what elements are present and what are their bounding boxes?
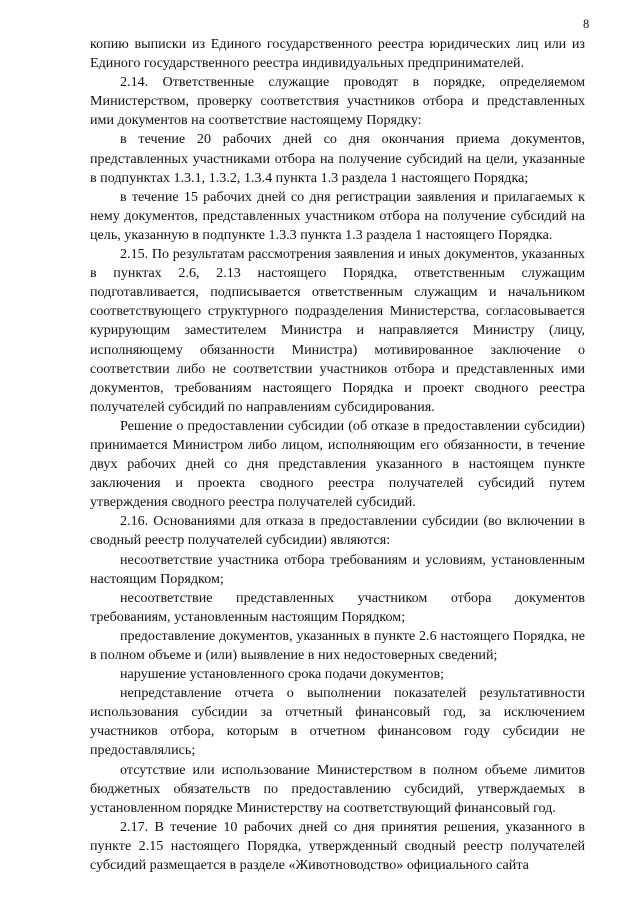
list-item-refusal-reason: несоответствие участника отбора требованиям и условиям, установленным настоящим Порядком;	[90, 551, 585, 587]
list-item-refusal-reason: предоставление документов, указанных в пункте 2.6 настоящего Порядка, не в полном объеме и (или) выявление в них недостоверных сведений;	[90, 627, 585, 663]
paragraph-2-14-term-20-days: в течение 20 рабочих дней со дня окончания приема документов, представленных участниками отбора на получение субсидий на цели, указанные в подпунктах 1.3.1, 1.3.2, 1.3.4 пункта 1.3 раздела 1 настоящего Порядка;	[90, 131, 585, 186]
list-item-refusal-reason: нарушение установленного срока подачи документов;	[120, 666, 445, 683]
paragraph-2-14-term-15-days: в течение 15 рабочих дней со дня регистрации заявления и прилагаемых к нему документов, представленных участником отбора на получение субсидий на цель, указанную в подпункте 1.3.3 пункта 1.3 раздела 1 настоящего Порядка.	[90, 188, 585, 243]
list-item-refusal-reason: непредставление отчета о выполнении показателей результативности использования субсидии за отчетный финансовый год, за исключением участников отбора, которым в отчетном финансовом году субсидии не предоставлялись;	[90, 685, 585, 759]
document-body	[90, 35, 585, 875]
list-item-refusal-reason: несоответствие представленных участником отбора документов требованиям, установленным настоящим Порядком;	[90, 589, 585, 625]
list-item-refusal-reason: отсутствие или использование Министерством в полном объеме лимитов бюджетных обязательств по предоставлению субсидий, утверждаемых в установленном порядке Министерству на соответствующий финансовый год.	[90, 761, 585, 816]
paragraph-2-14: 2.14. Ответственные служащие проводят в порядке, определяемом Министерством, проверку соответствия участников отбора и представленных ими документов на соответствие настоящему Порядку:	[90, 74, 585, 129]
paragraph-2-16: 2.16. Основаниями для отказа в предоставлении субсидии (во включении в сводный реестр получателей субсидии) являются:	[90, 513, 585, 549]
paragraph-2-15: 2.15. По результатам рассмотрения заявления и иных документов, указанных в пунктах 2.6, 2.13 настоящего Порядка, ответственным служащим подготавливается, подписывается ответственным служащим и начальником соответствующего структурного подразделения Министерства, согласовывается курирующим заместителем Министра и направляется Министру (лицу, исполняющему обязанности Министра) мотивированное заключение о соответствии либо не соответствии участников отбора и представленных ими документов, требованиям настоящего Порядка и проект сводного реестра получателей субсидий по направлениям субсидирования.	[90, 246, 585, 415]
paragraph-continuation: копию выписки из Единого государственного реестра юридических лиц или из Единого государственного реестра индивидуальных предпринимателей.	[90, 36, 585, 72]
paragraph-2-15-decision: Решение о предоставлении субсидии (об отказе в предоставлении субсидии) принимается Министром либо лицом, исполняющим его обязанности, в течение двух рабочих дней со дня представления указанного в настоящем пункте заключения и проекта сводного реестра получателей субсидий путем утверждения сводного реестра получателей субсидий.	[90, 417, 585, 511]
page-number: 8	[583, 17, 590, 31]
paragraph-2-17: 2.17. В течение 10 рабочих дней со дня принятия решения, указанного в пункте 2.15 настоящего Порядка, утвержденный сводный реестр получателей субсидий размещается в разделе «Животноводство» официального сайта	[90, 818, 585, 874]
